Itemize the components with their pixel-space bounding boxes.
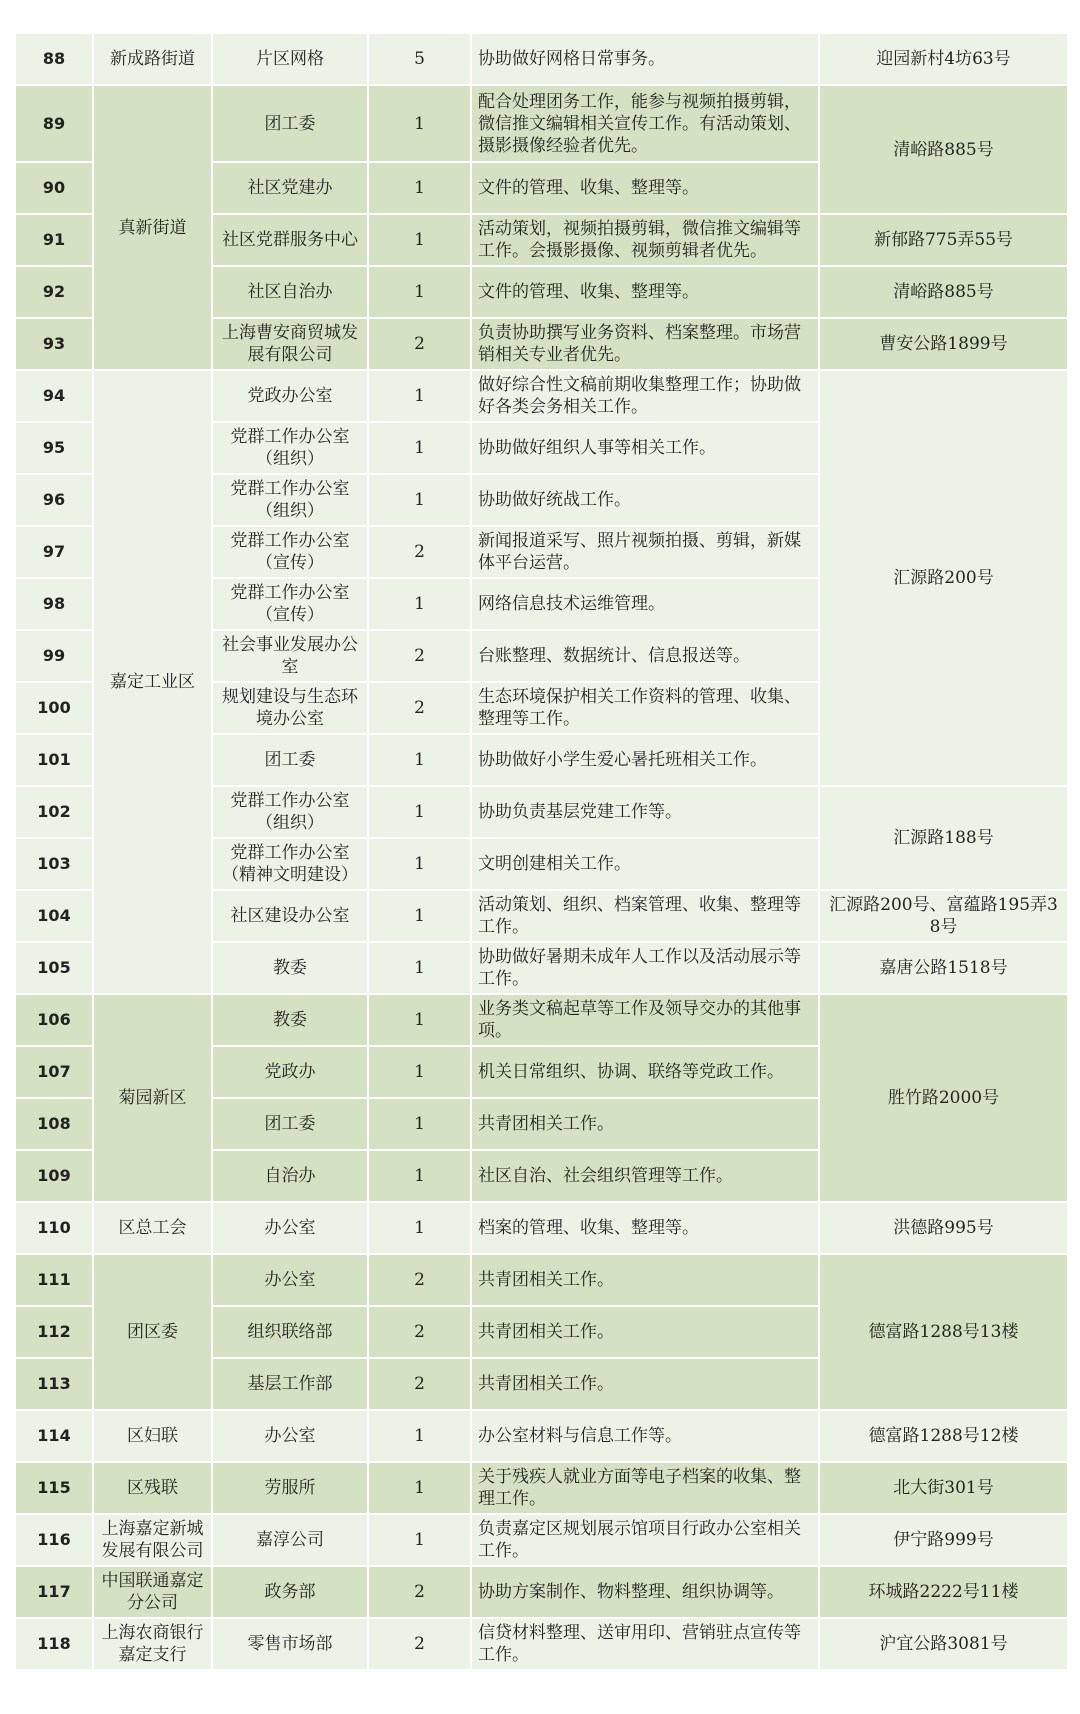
department-name: 规划建设与生态环境办公室: [212, 682, 368, 734]
table-row: [15, 1566, 1068, 1618]
headcount: 2: [368, 1306, 471, 1358]
department-name: 劳服所: [212, 1462, 368, 1514]
department-name: 党政办公室: [212, 370, 368, 422]
row-number: 89: [15, 85, 93, 162]
headcount: 1: [368, 474, 471, 526]
table-row: [15, 1410, 1068, 1462]
unit-name: 上海农商银行嘉定支行: [93, 1618, 212, 1670]
row-number: 94: [15, 370, 93, 422]
address: 胜竹路2000号: [819, 994, 1068, 1202]
duty-description: 协助做好暑期未成年人工作以及活动展示等工作。: [471, 942, 819, 994]
row-number: 105: [15, 942, 93, 994]
address: 嘉唐公路1518号: [819, 942, 1068, 994]
department-name: 党群工作办公室（宣传）: [212, 526, 368, 578]
table-row: [15, 1254, 1068, 1306]
row-number: 98: [15, 578, 93, 630]
duty-description: 机关日常组织、协调、联络等党政工作。: [471, 1046, 819, 1098]
duty-description: 新闻报道采写、照片视频拍摄、剪辑，新媒体平台运营。: [471, 526, 819, 578]
table-row: [15, 33, 1068, 85]
row-number: 92: [15, 266, 93, 318]
department-name: 片区网格: [212, 33, 368, 85]
department-name: 党群工作办公室（组织）: [212, 786, 368, 838]
duty-description: 协助做好统战工作。: [471, 474, 819, 526]
duty-description: 负责嘉定区规划展示馆项目行政办公室相关工作。: [471, 1514, 819, 1566]
unit-name: 真新街道: [93, 85, 212, 370]
address: 曹安公路1899号: [819, 318, 1068, 370]
recruitment-table: [14, 32, 1069, 1671]
address: 迎园新村4坊63号: [819, 33, 1068, 85]
headcount: 2: [368, 1618, 471, 1670]
department-name: 教委: [212, 994, 368, 1046]
row-number: 109: [15, 1150, 93, 1202]
unit-name: 嘉定工业区: [93, 370, 212, 994]
headcount: 2: [368, 682, 471, 734]
headcount: 1: [368, 786, 471, 838]
department-name: 团工委: [212, 734, 368, 786]
duty-description: 档案的管理、收集、整理等。: [471, 1202, 819, 1254]
duty-description: 业务类文稿起草等工作及领导交办的其他事项。: [471, 994, 819, 1046]
headcount: 1: [368, 942, 471, 994]
duty-description: 协助做好小学生爱心暑托班相关工作。: [471, 734, 819, 786]
headcount: 1: [368, 1410, 471, 1462]
department-name: 社区建设办公室: [212, 890, 368, 942]
unit-name: 区妇联: [93, 1410, 212, 1462]
address: 汇源路188号: [819, 786, 1068, 890]
headcount: 1: [368, 1462, 471, 1514]
headcount: 2: [368, 318, 471, 370]
headcount: 1: [368, 734, 471, 786]
department-name: 社区党群服务中心: [212, 214, 368, 266]
headcount: 1: [368, 422, 471, 474]
headcount: 1: [368, 1046, 471, 1098]
department-name: 办公室: [212, 1254, 368, 1306]
unit-name: 新成路街道: [93, 33, 212, 85]
row-number: 110: [15, 1202, 93, 1254]
department-name: 办公室: [212, 1202, 368, 1254]
department-name: 办公室: [212, 1410, 368, 1462]
department-name: 自治办: [212, 1150, 368, 1202]
row-number: 111: [15, 1254, 93, 1306]
department-name: 基层工作部: [212, 1358, 368, 1410]
address: 德富路1288号12楼: [819, 1410, 1068, 1462]
duty-description: 关于残疾人就业方面等电子档案的收集、整理工作。: [471, 1462, 819, 1514]
duty-description: 协助方案制作、物料整理、组织协调等。: [471, 1566, 819, 1618]
department-name: 党群工作办公室（组织）: [212, 474, 368, 526]
row-number: 104: [15, 890, 93, 942]
address: 环城路2222号11楼: [819, 1566, 1068, 1618]
table-row: [15, 994, 1068, 1046]
department-name: 党群工作办公室（精神文明建设）: [212, 838, 368, 890]
table-row: [15, 370, 1068, 422]
address: 新郁路775弄55号: [819, 214, 1068, 266]
duty-description: 协助做好组织人事等相关工作。: [471, 422, 819, 474]
address: 德富路1288号13楼: [819, 1254, 1068, 1410]
row-number: 114: [15, 1410, 93, 1462]
headcount: 2: [368, 1254, 471, 1306]
row-number: 117: [15, 1566, 93, 1618]
headcount: 1: [368, 162, 471, 214]
duty-description: 生态环境保护相关工作资料的管理、收集、整理等工作。: [471, 682, 819, 734]
unit-name: 区总工会: [93, 1202, 212, 1254]
department-name: 团工委: [212, 1098, 368, 1150]
row-number: 108: [15, 1098, 93, 1150]
row-number: 95: [15, 422, 93, 474]
duty-description: 信贷材料整理、送审用印、营销驻点宣传等工作。: [471, 1618, 819, 1670]
table-row: [15, 85, 1068, 162]
address: 沪宜公路3081号: [819, 1618, 1068, 1670]
department-name: 社会事业发展办公室: [212, 630, 368, 682]
headcount: 1: [368, 266, 471, 318]
headcount: 1: [368, 1150, 471, 1202]
headcount: 2: [368, 526, 471, 578]
headcount: 2: [368, 1358, 471, 1410]
department-name: 教委: [212, 942, 368, 994]
row-number: 102: [15, 786, 93, 838]
duty-description: 协助负责基层党建工作等。: [471, 786, 819, 838]
row-number: 91: [15, 214, 93, 266]
headcount: 1: [368, 890, 471, 942]
unit-name: 上海嘉定新城发展有限公司: [93, 1514, 212, 1566]
row-number: 88: [15, 33, 93, 85]
row-number: 112: [15, 1306, 93, 1358]
row-number: 118: [15, 1618, 93, 1670]
address: 汇源路200号、富蕴路195弄38号: [819, 890, 1068, 942]
duty-description: 文件的管理、收集、整理等。: [471, 162, 819, 214]
table-row: [15, 1462, 1068, 1514]
row-number: 106: [15, 994, 93, 1046]
headcount: 1: [368, 838, 471, 890]
table-row: [15, 1202, 1068, 1254]
department-name: 零售市场部: [212, 1618, 368, 1670]
duty-description: 负责协助撰写业务资料、档案整理。市场营销相关专业者优先。: [471, 318, 819, 370]
headcount: 2: [368, 1566, 471, 1618]
address: 清峪路885号: [819, 266, 1068, 318]
duty-description: 网络信息技术运维管理。: [471, 578, 819, 630]
unit-name: 菊园新区: [93, 994, 212, 1202]
row-number: 101: [15, 734, 93, 786]
duty-description: 共青团相关工作。: [471, 1254, 819, 1306]
row-number: 90: [15, 162, 93, 214]
duty-description: 做好综合性文稿前期收集整理工作；协助做好各类会务相关工作。: [471, 370, 819, 422]
department-name: 党政办: [212, 1046, 368, 1098]
address: 洪德路995号: [819, 1202, 1068, 1254]
row-number: 100: [15, 682, 93, 734]
unit-name: 团区委: [93, 1254, 212, 1410]
duty-description: 台账整理、数据统计、信息报送等。: [471, 630, 819, 682]
duty-description: 社区自治、社会组织管理等工作。: [471, 1150, 819, 1202]
address: 北大街301号: [819, 1462, 1068, 1514]
row-number: 113: [15, 1358, 93, 1410]
duty-description: 配合处理团务工作，能参与视频拍摄剪辑，微信推文编辑相关宣传工作。有活动策划、摄影摄像经验者优先。: [471, 85, 819, 162]
department-name: 上海曹安商贸城发展有限公司: [212, 318, 368, 370]
address: 清峪路885号: [819, 85, 1068, 214]
headcount: 1: [368, 1202, 471, 1254]
headcount: 1: [368, 1098, 471, 1150]
department-name: 嘉淳公司: [212, 1514, 368, 1566]
department-name: 党群工作办公室（宣传）: [212, 578, 368, 630]
duty-description: 活动策划、组织、档案管理、收集、整理等工作。: [471, 890, 819, 942]
unit-name: 中国联通嘉定分公司: [93, 1566, 212, 1618]
headcount: 1: [368, 994, 471, 1046]
row-number: 99: [15, 630, 93, 682]
row-number: 93: [15, 318, 93, 370]
department-name: 党群工作办公室（组织）: [212, 422, 368, 474]
table-row: [15, 1618, 1068, 1670]
address: 汇源路200号: [819, 370, 1068, 786]
row-number: 107: [15, 1046, 93, 1098]
address: 伊宁路999号: [819, 1514, 1068, 1566]
department-name: 社区党建办: [212, 162, 368, 214]
unit-name: 区残联: [93, 1462, 212, 1514]
duty-description: 共青团相关工作。: [471, 1306, 819, 1358]
department-name: 社区自治办: [212, 266, 368, 318]
headcount: 5: [368, 33, 471, 85]
duty-description: 共青团相关工作。: [471, 1358, 819, 1410]
row-number: 116: [15, 1514, 93, 1566]
row-number: 96: [15, 474, 93, 526]
department-name: 组织联络部: [212, 1306, 368, 1358]
duty-description: 协助做好网格日常事务。: [471, 33, 819, 85]
row-number: 115: [15, 1462, 93, 1514]
department-name: 团工委: [212, 85, 368, 162]
row-number: 103: [15, 838, 93, 890]
headcount: 1: [368, 85, 471, 162]
headcount: 1: [368, 1514, 471, 1566]
headcount: 2: [368, 630, 471, 682]
department-name: 政务部: [212, 1566, 368, 1618]
row-number: 97: [15, 526, 93, 578]
duty-description: 共青团相关工作。: [471, 1098, 819, 1150]
duty-description: 文件的管理、收集、整理等。: [471, 266, 819, 318]
duty-description: 活动策划，视频拍摄剪辑，微信推文编辑等工作。会摄影摄像、视频剪辑者优先。: [471, 214, 819, 266]
duty-description: 文明创建相关工作。: [471, 838, 819, 890]
duty-description: 办公室材料与信息工作等。: [471, 1410, 819, 1462]
headcount: 1: [368, 214, 471, 266]
headcount: 1: [368, 370, 471, 422]
headcount: 1: [368, 578, 471, 630]
table-row: [15, 1514, 1068, 1566]
